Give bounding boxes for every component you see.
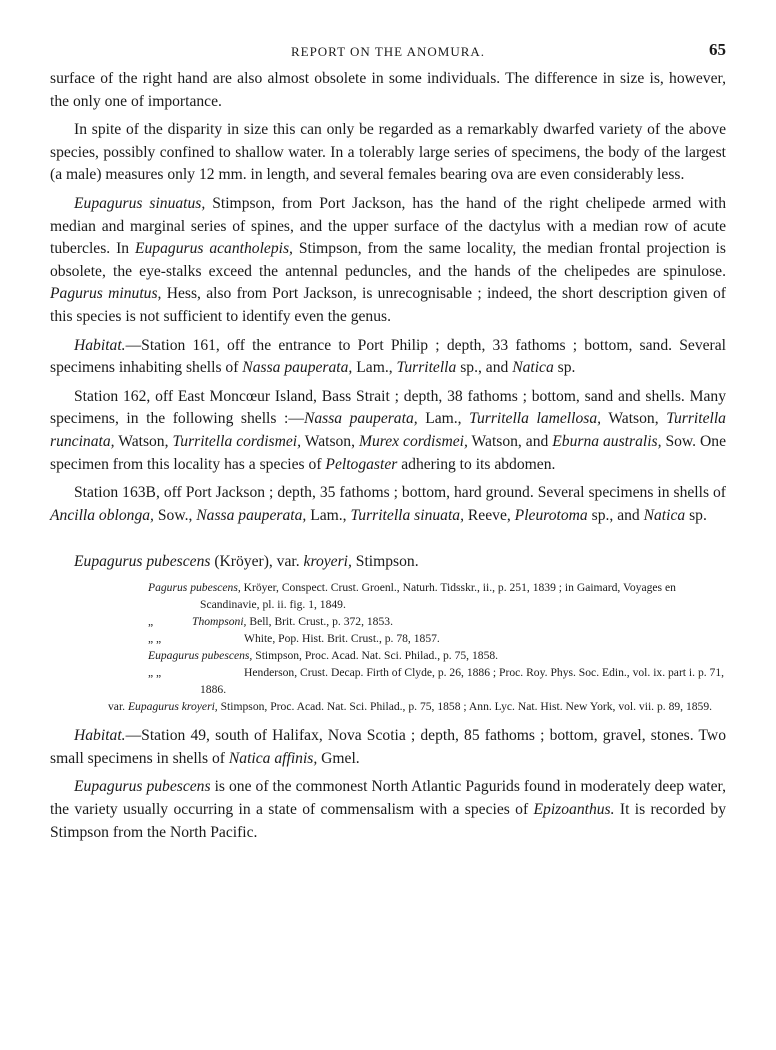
taxon-name: Eupagurus pubescens, [148, 649, 253, 663]
text-run: sp., and [456, 359, 513, 377]
text-run: Stimpson. [351, 553, 419, 571]
text-run: is one of the commonest North Atlantic Pagurids found in moderately deep water, the variety usually occurring in a state of commensalism with a species of [50, 778, 726, 819]
citation: Bell, Brit. Crust., p. 372, 1853. [246, 615, 393, 629]
text-run: —Station 161, off the entrance to Port Philip ; depth, 33 fathoms ; bottom, sand. Several specimens inhabiting shells of [50, 336, 726, 377]
text-run: Watson, [601, 410, 667, 428]
text-run: Lam., [352, 359, 397, 377]
paragraph-1: surface of the right hand are also almost obsolete in some individuals. The difference in size is, however, the only one of importance. [50, 70, 726, 110]
synonymy-entry [50, 579, 726, 613]
station-163-paragraph [50, 482, 726, 527]
text-run: Stimpson, from the same locality, the median frontal projection is obsolete, the eye-stalks exceed the antennal peduncles, and the hands of the chelipedes are spinulose. [50, 240, 726, 280]
species-name: Turritella sinuata, [350, 506, 464, 524]
text-run: adhering to its abdomen. [397, 455, 556, 473]
habitat-paragraph-2 [50, 725, 726, 770]
ditto-mark: „ [148, 615, 154, 629]
ditto-mark: „ „ [148, 666, 162, 680]
text-run: Sow., [153, 506, 197, 524]
text-run: Stimpson, from Port Jackson, has the hand of the right chelipede armed with median and marginal series of spines, and the upper surface of the dactylus with a median row of acute tubercles. In [50, 194, 726, 258]
synonymy-list [50, 579, 726, 715]
text-run: Station 162, off East Moncœur Island, Bass Strait ; depth, 38 fathoms ; bottom, sand and shells. Many specimens, in the following shells :— [50, 387, 726, 428]
species-name: Nassa pauperata, [196, 506, 307, 524]
species-name: Eburna australis, [552, 432, 662, 450]
species-name: Natica [643, 506, 686, 524]
text-run: Sow. One specimen from this locality has a species of [50, 432, 727, 473]
synonymy-entry [50, 647, 726, 664]
citation: Stimpson, Proc. Acad. Nat. Sci. Philad., p. 75, 1858. [252, 649, 499, 663]
habitat-paragraph-1 [50, 335, 726, 380]
species-name: Pagurus minutus, [50, 285, 162, 303]
text-run: —Station 49, south of Halifax, Nova Scotia ; depth, 85 fathoms ; bottom, gravel, stones. Two small specimens in shells of [50, 727, 726, 767]
species-name: Turritella cordismei, [172, 432, 302, 450]
citation: White, Pop. Hist. Brit. Crust., p. 78, 1857. [244, 632, 440, 646]
species-name: Nassa pauperata, [242, 359, 353, 377]
species-name: Turritella [396, 359, 457, 377]
species-name: Peltogaster [325, 455, 398, 473]
text-run: Hess, also from Port Jackson, is unrecognisable ; indeed, the short description given of this species is not sufficient to identify even the genus. [50, 285, 726, 325]
text-run: Lam., [306, 506, 351, 524]
paragraph-2: In spite of the disparity in size this can only be regarded as a remarkably dwarfed variety of the above species, possibly confined to shallow water. In a tolerably large series of specimens, the body of the largest (a male) measures only 12 mm. in length, and several females bearing ova are even considerably less. [50, 121, 726, 184]
body-text [50, 68, 726, 527]
citation: Stimpson, Proc. Acad. Nat. Sci. Philad., p. 75, 1858 ; Ann. Lyc. Nat. Hist. New York, vol. vii. p. 89, 1859. [217, 700, 713, 714]
species-name: Eupagurus pubescens [74, 553, 211, 571]
synonymy-entry [50, 630, 726, 647]
text-run: Gmel. [317, 749, 360, 767]
species-name: Turritella runcinata, [50, 410, 726, 450]
species-name: Natica [512, 359, 554, 377]
synonymy-entry [50, 664, 726, 698]
text-run: sp. [553, 359, 576, 377]
species-name: Eupagurus acantholepis, [134, 240, 293, 258]
species-name: Eupagurus sinuatus, [74, 194, 206, 212]
species-name: Nassa pauperata, [303, 410, 418, 428]
species-name: Natica affinis, [228, 749, 318, 767]
text-run: sp. [685, 506, 707, 524]
species-heading [50, 553, 726, 571]
body-text-2 [50, 725, 726, 844]
variety-name: kroyeri, [303, 553, 352, 571]
citation: Henderson, Crust. Decap. Firth of Clyde, p. 26, 1886 ; Proc. Roy. Phys. Soc. Edin., vol. ix. part i. p. 71, 1886. [200, 666, 725, 697]
taxon-name: Thompsoni, [192, 615, 247, 629]
species-name: Turritella lamellosa, [469, 410, 602, 428]
page-header [50, 38, 726, 68]
var-prefix: var. [108, 700, 126, 714]
species-name: Eupagurus pubescens [74, 778, 211, 796]
text-run: (Kröyer), var. [210, 553, 304, 571]
synonymy-entry [50, 613, 726, 630]
text-run: Lam., [417, 410, 470, 428]
habitat-label: Habitat. [74, 336, 126, 354]
taxon-name: Eupagurus kroyeri, [127, 700, 218, 714]
text-run: sp., and [587, 506, 644, 524]
running-title: REPORT ON THE ANOMURA. [290, 44, 486, 59]
page-number: 65 [709, 40, 726, 59]
taxon-name: Pagurus pubescens, [148, 581, 241, 595]
synonymy-entry [50, 698, 726, 715]
citation: Kröyer, Conspect. Crust. Groenl., Naturh. Tidsskr., ii., p. 251, 1839 ; in Gaimard, Voyages en Scandinavie, pl. ii. fig. 1, 1849. [200, 581, 676, 612]
page [50, 38, 726, 850]
text-run: Watson, [114, 432, 173, 450]
station-162-paragraph [50, 386, 726, 476]
text-run: It is recorded by Stimpson from the North Pacific. [50, 801, 726, 841]
habitat-label: Habitat. [74, 727, 126, 745]
species-name: Murex cordismei, [358, 432, 468, 450]
text-run: Reeve, [464, 506, 515, 524]
paragraph-3 [50, 193, 726, 329]
species-name: Pleurotoma [514, 506, 588, 524]
species-name: Epizoanthus. [533, 801, 615, 819]
ditto-mark: „ „ [148, 632, 162, 646]
species-name: Ancilla oblonga, [50, 506, 154, 524]
text-run: Watson, and [467, 432, 553, 450]
text-run: Watson, [301, 432, 359, 450]
text-run: Station 163B, off Port Jackson ; depth, 35 fathoms ; bottom, hard ground. Several specimens in shells of [74, 484, 726, 502]
final-paragraph [50, 776, 726, 844]
